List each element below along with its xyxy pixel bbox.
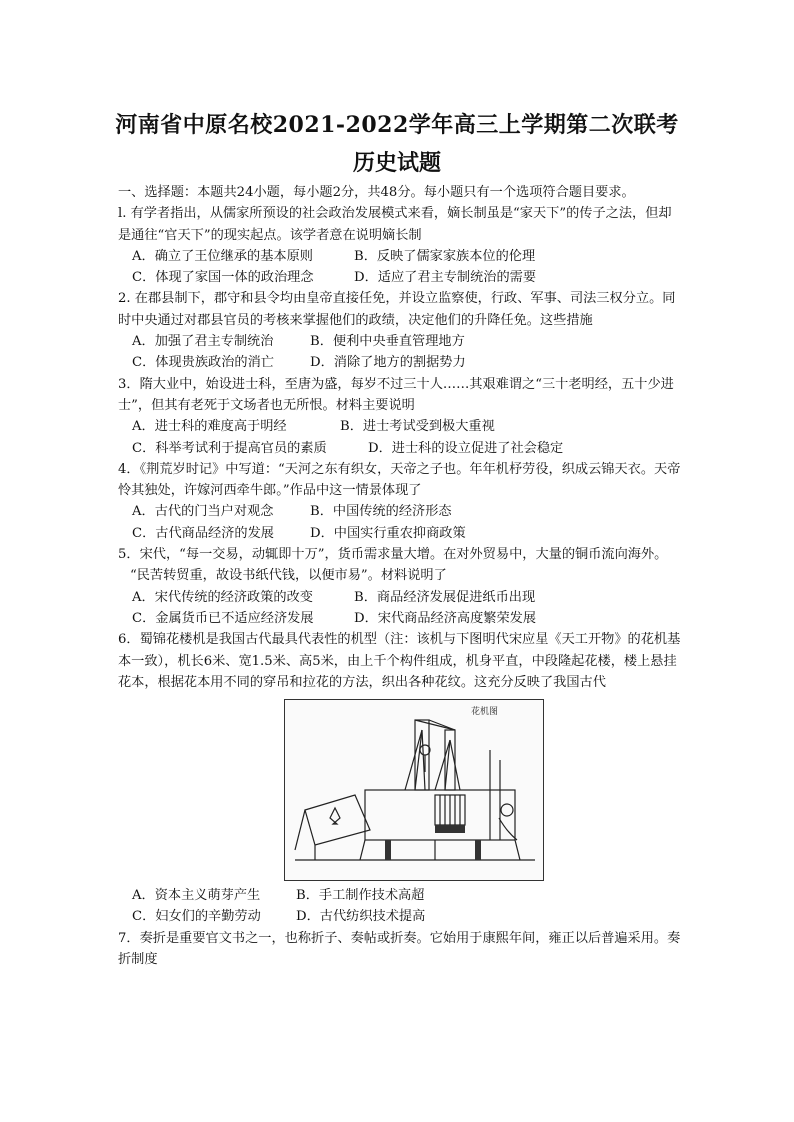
question-4-options-row-1 <box>118 501 684 522</box>
question-6-options-row-1 <box>118 885 684 906</box>
option: D．中国实行重农抑商政策 <box>310 525 466 541</box>
option: A．确立了王位继承的基本原则 <box>132 248 313 264</box>
question-3-options-row-1 <box>118 416 684 437</box>
option: A．资本主义萌芽产生 <box>132 888 261 904</box>
option: B．手工制作技术高超 <box>296 888 425 904</box>
option: A．古代的门当户对观念 <box>132 504 274 520</box>
question-7-stem: 7．奏折是重要官文书之一，也称折子、奏帖或折奏。它始用于康熙年间，雍正以后普遍采用。奏折制度 <box>118 930 681 968</box>
question-2-stem: 2. 在郡县制下，郡守和县令均由皇帝直接任免，并设立监察使，行政、军事、司法三权分立。同时中央通过对郡县官员的考核来掌握他们的政绩，决定他们的升降任免。这些措施 <box>118 291 676 328</box>
question-4-stem: 4．《荆荒岁时记》中写道：“天河之东有织女，天帝之子也。年年机杼劳役，织成云锦天衣。天帝怜其独处，许嫁河西牵牛郎。”作品中这一情景体现了 <box>118 461 681 499</box>
option: B．进士考试受到极大重视 <box>340 419 495 435</box>
question-5-stem-quote: “民苦转贸重，故设书纸代钱，以便市易”。材料说明了 <box>130 568 447 584</box>
question-5-stem: 5．宋代，“每一交易，动辄即十万”，货币需求量大增。在对外贸易中，大量的铜币流向海外。 <box>118 547 668 563</box>
option: C．古代商品经济的发展 <box>132 525 274 541</box>
question-3-options-row-2 <box>118 438 684 459</box>
option: A．进士科的难度高于明经 <box>132 419 287 435</box>
figure-caption: 花机图 <box>471 707 499 718</box>
question-2-options-row-1 <box>118 331 684 352</box>
section-instructions: 一、选择题：本题共24小题，每小题2分，共48分。每小题只有一个选项符合题目要求。 <box>118 185 635 200</box>
question-5-options-row-1 <box>118 587 684 608</box>
question-6-options-row-2 <box>118 906 684 927</box>
option: C．金属货币已不适应经济发展 <box>132 610 314 626</box>
question-5-options-row-2 <box>118 608 684 629</box>
option: D．宋代商品经济高度繁荣发展 <box>354 610 537 626</box>
option: D．消除了地方的割据势力 <box>310 355 466 371</box>
option: A．宋代传统的经济政策的改变 <box>132 589 313 605</box>
question-1-options-row-2 <box>118 267 684 288</box>
option: C．科举考试利于提高官员的素质 <box>132 440 327 456</box>
question-6-stem: 6．蜀锦花楼机是我国古代最具代表性的机型（注：该机与下图明代宋应星《天工开物》的花机基本一致），机长6米、宽1.5米、高5米，由上千个构件组成，机身平直，中段隆起花楼，楼上悬挂花本，根据花本用不同的穿吊和拉花的方法，织出各种花纹。这充分反映了我国古代 <box>118 632 681 690</box>
question-1-stem: l. 有学者指出，从儒家所预设的社会政治发展模式来看，嫡长制虽是“家天下”的传子之法，但却是通往“官天下”的现实起点。该学者意在说明嫡长制 <box>118 206 672 243</box>
option: D．古代纺织技术提高 <box>296 909 426 925</box>
option: C．体现了家国一体的政治理念 <box>132 270 314 286</box>
option: B．便利中央垂直管理地方 <box>310 334 465 350</box>
option: C．体现贵族政治的消亡 <box>132 355 274 371</box>
question-3-stem: 3．隋大业中，始设进士科，至唐为盛，每岁不过三十人……其艰难谓之“三十老明经，五十少进士”，但其有老死于文场者也无所恨。材料主要说明 <box>118 376 674 413</box>
question-2-options-row-2 <box>118 352 684 373</box>
option: A．加强了君主专制统治 <box>132 334 274 350</box>
option: B．中国传统的经济形态 <box>310 504 452 520</box>
question-4-options-row-2 <box>118 523 684 544</box>
option: B．反映了儒家家族本位的伦理 <box>354 248 536 264</box>
option: C．妇女们的辛勤劳动 <box>132 909 261 925</box>
loom-illustration-figure <box>284 699 544 881</box>
exam-subtitle: 历史试题 <box>352 150 441 176</box>
option: B．商品经济发展促进纸币出现 <box>354 589 536 605</box>
loom-illustration-icon <box>285 700 543 880</box>
exam-title: 河南省中原名校2021-2022学年高三上学期第二次联考 <box>115 112 679 138</box>
option: D．进士科的设立促进了社会稳定 <box>368 440 564 456</box>
option: D．适应了君主专制统治的需要 <box>354 270 537 286</box>
question-body <box>118 182 684 970</box>
question-1-options-row-1 <box>118 246 684 267</box>
